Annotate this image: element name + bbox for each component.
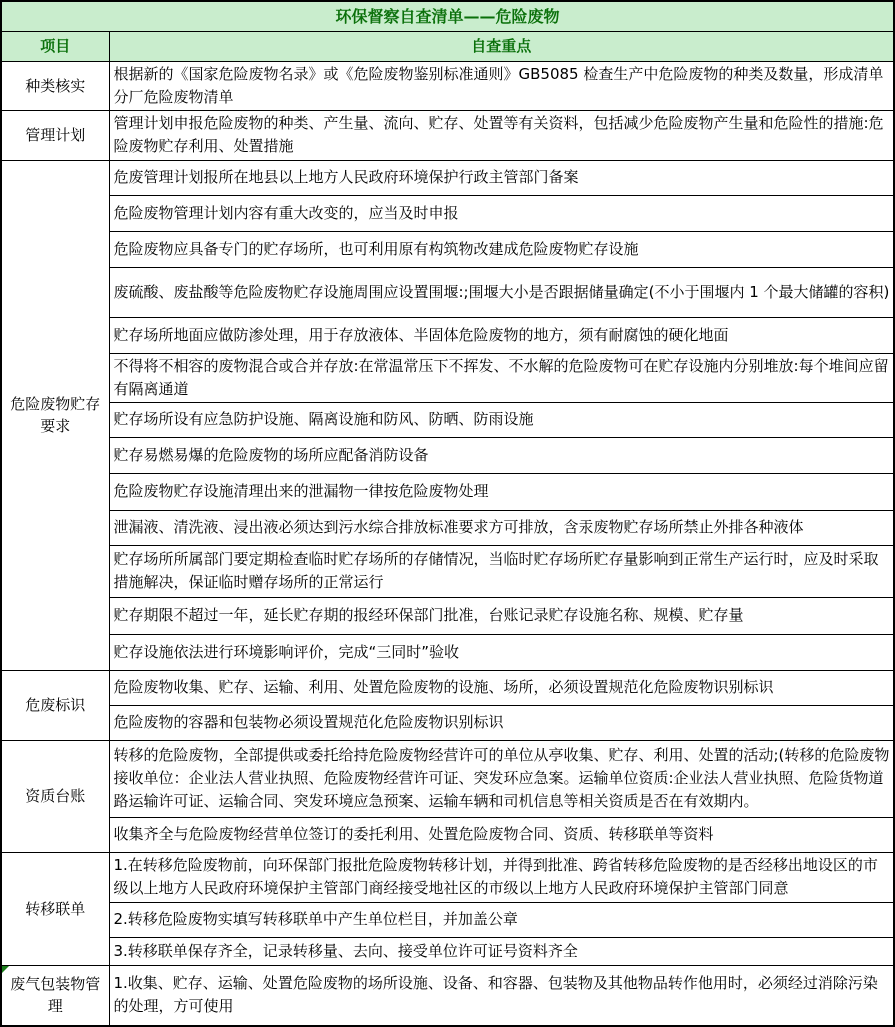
check-item-cell[interactable]: 贮存场所地面应做防渗处理，用于存放液体、半固体危险废物的地方，须有耐腐蚀的硬化地面 bbox=[109, 317, 894, 353]
check-item-cell[interactable]: 不得将不相容的废物混合或合并存放:在常温常压下不挥发、不水解的危险废物可在贮存设施内分别堆放:每个堆间应留有隔离通道 bbox=[109, 353, 894, 402]
table-title[interactable]: 环保督察自查清单——危险废物 bbox=[1, 1, 894, 31]
check-item-cell[interactable]: 危险废物收集、贮存、运输、利用、处置危险废物的设施、场所，必须设置规范化危险废物识别标识 bbox=[109, 670, 894, 705]
check-item-cell[interactable]: 管理计划申报危险废物的种类、产生量、流向、贮存、处置等有关资料，包括减少危险废物产生量和危险性的措施:危险废物贮存利用、处置措施 bbox=[109, 110, 894, 160]
section-label-waste-packaging-management[interactable] bbox=[1, 965, 109, 1026]
check-item-cell[interactable]: 危险废物贮存设施清理出来的泄漏物一律按危险废物处理 bbox=[109, 473, 894, 510]
check-item-cell[interactable]: 转移的危险废物，全部提供或委托给持危险废物经营许可的单位从亭收集、贮存、利用、处置的活动;(转移的危险废物接收单位：企业法人营业执照、危险废物经营许可证、突发环应急案。运输单位资质:企业法人营业执照、危险货物道路运输许可证、运输合同、突发环境应急预案、运输车辆和司机信息等相关资质是否在有效期内。 bbox=[109, 740, 894, 817]
check-item-cell[interactable]: 贮存场所所属部门要定期检查临时贮存场所的存储情况，当临时贮存场所贮存量影响到正常生产运行时，应及时采取措施解决，保证临时赠存场所的正常运行 bbox=[109, 545, 894, 597]
section-label-storage-requirements[interactable]: 危险废物贮存要求 bbox=[1, 160, 109, 670]
check-item-cell[interactable]: 废硫酸、废盐酸等危险废物贮存设施周围应设置围堰:;围堰大小是否跟据储量确定(不小于围堰内 1 个最大储罐的容积) bbox=[109, 267, 894, 317]
section-label-hazwaste-labeling[interactable]: 危废标识 bbox=[1, 670, 109, 740]
check-item-cell[interactable]: 收集齐全与危险废物经营单位签订的委托利用、处置危险废物合同、资质、转移联单等资料 bbox=[109, 817, 894, 852]
section-label-text: 废气包装物管理 bbox=[10, 975, 101, 1016]
check-item-cell[interactable]: 危险废物应具备专门的贮存场所，也可利用原有构筑物改建成危险废物贮存设施 bbox=[109, 231, 894, 267]
check-item-cell[interactable]: 1.在转移危险废物前，向环保部门报批危险废物转移计划，并得到批准、跨省转移危险废物的是否经移出地设区的市级以上地方人民政府环境保护主管部门商经接受地社区的市级以上地方人民政府环境保护主管部门同意 bbox=[109, 852, 894, 902]
check-item-cell[interactable]: 泄漏液、清洗液、浸出液必须达到污水综合排放标准要求方可排放，含汞废物贮存场所禁止外排各种液体 bbox=[109, 510, 894, 545]
check-item-cell[interactable]: 贮存场所设有应急防护设施、隔离设施和防风、防晒、防雨设施 bbox=[109, 402, 894, 437]
section-label-category-verification[interactable]: 种类核实 bbox=[1, 61, 109, 110]
section-label-transfer-manifest[interactable]: 转移联单 bbox=[1, 852, 109, 965]
section-label-management-plan[interactable]: 管理计划 bbox=[1, 110, 109, 160]
check-item-cell[interactable]: 3.转移联单保存齐全，记录转移量、去向、接受单位许可证号资料齐全 bbox=[109, 937, 894, 965]
check-item-cell[interactable]: 贮存易燃易爆的危险废物的场所应配备消防设备 bbox=[109, 437, 894, 473]
column-header-focus[interactable]: 自查重点 bbox=[109, 31, 894, 61]
section-label-qualification-ledger[interactable]: 资质台账 bbox=[1, 740, 109, 852]
check-item-cell[interactable]: 危废管理计划报所在地县以上地方人民政府环境保护行政主管部门备案 bbox=[109, 160, 894, 195]
check-item-cell[interactable]: 危险废物管理计划内容有重大改变的，应当及时申报 bbox=[109, 195, 894, 231]
check-item-cell[interactable]: 贮存设施依法进行环境影响评价，完成“三同时”验收 bbox=[109, 634, 894, 670]
check-item-cell[interactable]: 1.收集、贮存、运输、处置危险废物的场所设施、设备、和容器、包装物及其他物品转作他用时，必须经过消除污染的处理，方可使用 bbox=[109, 965, 894, 1026]
check-item-cell[interactable]: 根据新的《国家危险废物名录》或《危险废物鉴别标准通则》GB5085 检查生产中危险废物的种类及数量，形成清单分厂危险废物清单 bbox=[109, 61, 894, 110]
check-item-cell[interactable]: 危险废物的容器和包装物必须设置规范化危险废物识别标识 bbox=[109, 705, 894, 740]
check-item-cell[interactable]: 2.转移危险废物实填写转移联单中产生单位栏目，并加盖公章 bbox=[109, 902, 894, 937]
column-header-item[interactable]: 项目 bbox=[1, 31, 109, 61]
check-item-cell[interactable]: 贮存期限不超过一年，延长贮存期的报经环保部门批准，台账记录贮存设施名称、规模、贮存量 bbox=[109, 597, 894, 634]
comment-triangle-icon bbox=[2, 966, 9, 973]
